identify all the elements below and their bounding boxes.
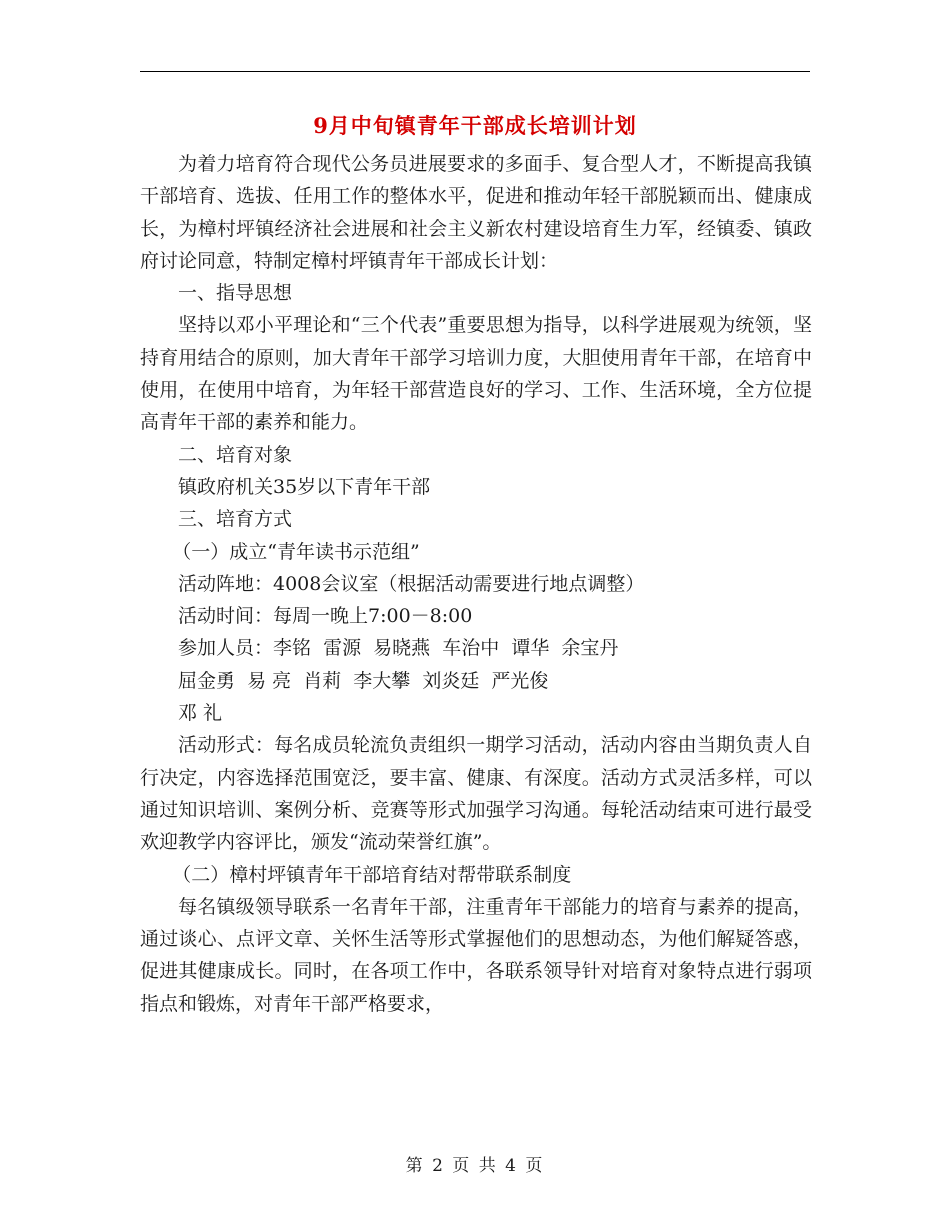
intro-paragraph: 为着力培育符合现代公务员进展要求的多面手、复合型人才，不断提高我镇干部培育、选拔、任用工作的整体水平，促进和推动年轻干部脱颖而出、健康成长，为樟村坪镇经济社会进展和社会主义新农村建设培育生力军，经镇委、镇政府讨论同意，特制定樟村坪镇青年干部成长计划： (140, 153, 812, 272)
section-heading-guiding-thought: 一、指导思想 (178, 282, 293, 305)
activity-time-line: 活动时间：每周一晚上7:00－8:00 (178, 605, 473, 628)
participants-line-3: 邓 礼 (178, 702, 223, 725)
subsection-heading-reading-group: （一）成立“青年读书示范组” (172, 540, 420, 563)
page-number-footer: 第 2 页 共 4 页 (405, 1156, 545, 1176)
participants-line-1: 参加人员：李铭 雷源 易晓燕 车治中 谭华 余宝丹 (178, 637, 619, 660)
section-heading-training-method: 三、培育方式 (178, 508, 293, 531)
section-heading-training-target: 二、培育对象 (178, 443, 293, 466)
mentoring-paragraph: 每名镇级领导联系一名青年干部，注重青年干部能力的培育与素养的提高，通过谈心、点评文章、关怀生活等形式掌握他们的思想动态，为他们解疑答惑，促进其健康成长。同时，在各项工作中，各联系领导针对培育对象特点进行弱项指点和锻炼，对青年干部严格要求， (140, 895, 812, 1015)
participants-line-2: 屈金勇 易 亮 肖莉 李大攀 刘炎廷 严光俊 (178, 669, 549, 692)
guiding-thought-paragraph: 坚持以邓小平理论和“三个代表”重要思想为指导，以科学进展观为统领，坚持育用结合的原则，加大青年干部学习培训力度，大胆使用青年干部，在培育中使用，在使用中培育，为年轻干部营造良好的学习、工作、生活环境，全方位提高青年干部的素养和能力。 (140, 314, 812, 434)
activity-format-paragraph: 活动形式：每名成员轮流负责组织一期学习活动，活动内容由当期负责人自行决定，内容选择范围宽泛，要丰富、健康、有深度。活动方式灵活多样，可以通过知识培训、案例分析、竞赛等形式加强学习沟通。每轮活动结束可进行最受欢迎教学内容评比，颁发“流动荣誉红旗”。 (140, 734, 812, 854)
training-target-paragraph: 镇政府机关35岁以下青年干部 (178, 475, 431, 498)
subsection-heading-mentoring: （二）樟村坪镇青年干部培育结对帮带联系制度 (172, 863, 572, 886)
header-rule (140, 71, 810, 72)
document-body (140, 148, 812, 1020)
activity-venue-line: 活动阵地：4008会议室（根据活动需要进行地点调整） (178, 572, 645, 595)
document-title: 9月中旬镇青年干部成长培训计划 (313, 113, 637, 138)
